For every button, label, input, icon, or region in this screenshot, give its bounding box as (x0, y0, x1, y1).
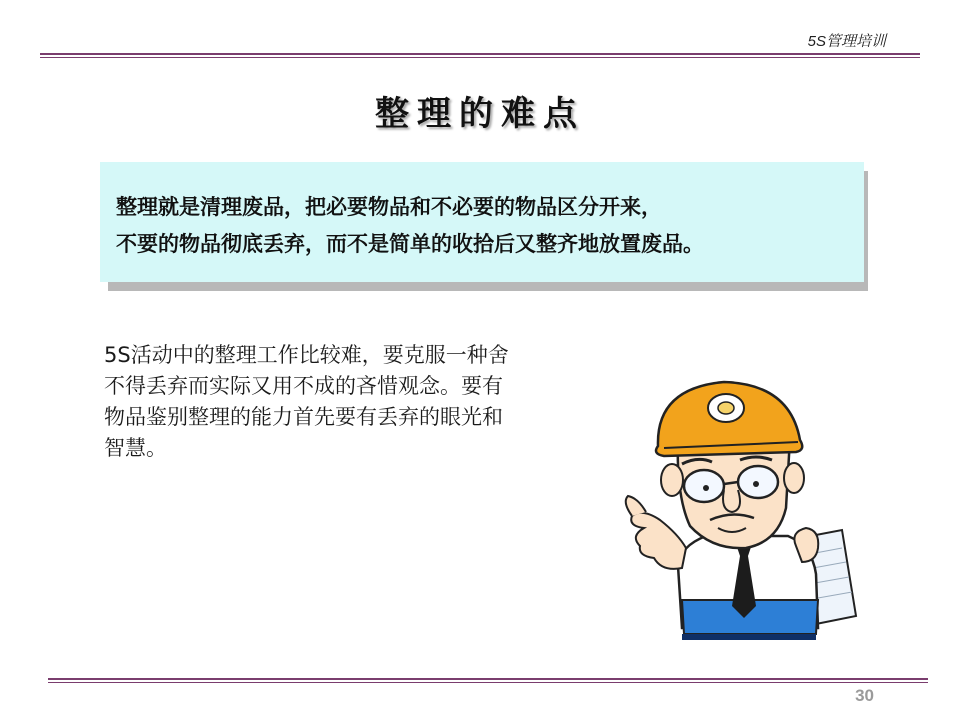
footer-divider (48, 678, 928, 683)
body-line: 不得丢弃而实际又用不成的吝惜观念。要有 (104, 374, 503, 398)
callout-line: 不要的物品彻底丢弃，而不是简单的收拾后又整齐地放置废品。 (116, 231, 704, 256)
body-paragraph (104, 340, 608, 470)
header-divider (40, 53, 920, 58)
slide-title: 整理的难点 (375, 94, 585, 134)
definition-callout (100, 162, 864, 282)
course-title: 5S管理培训 (807, 33, 886, 50)
body-line: 物品鉴别整理的能力首先要有丢弃的眼光和 (104, 405, 503, 429)
page-number: 30 (855, 686, 874, 705)
cartoon-worker-with-helmet-icon (620, 378, 865, 643)
callout-line: 整理就是清理废品，把必要物品和不必要的物品区分开来， (116, 194, 662, 219)
body-line: 5S活动中的整理工作比较难，要克服一种舍 (104, 343, 509, 367)
body-line: 智慧。 (104, 436, 167, 460)
